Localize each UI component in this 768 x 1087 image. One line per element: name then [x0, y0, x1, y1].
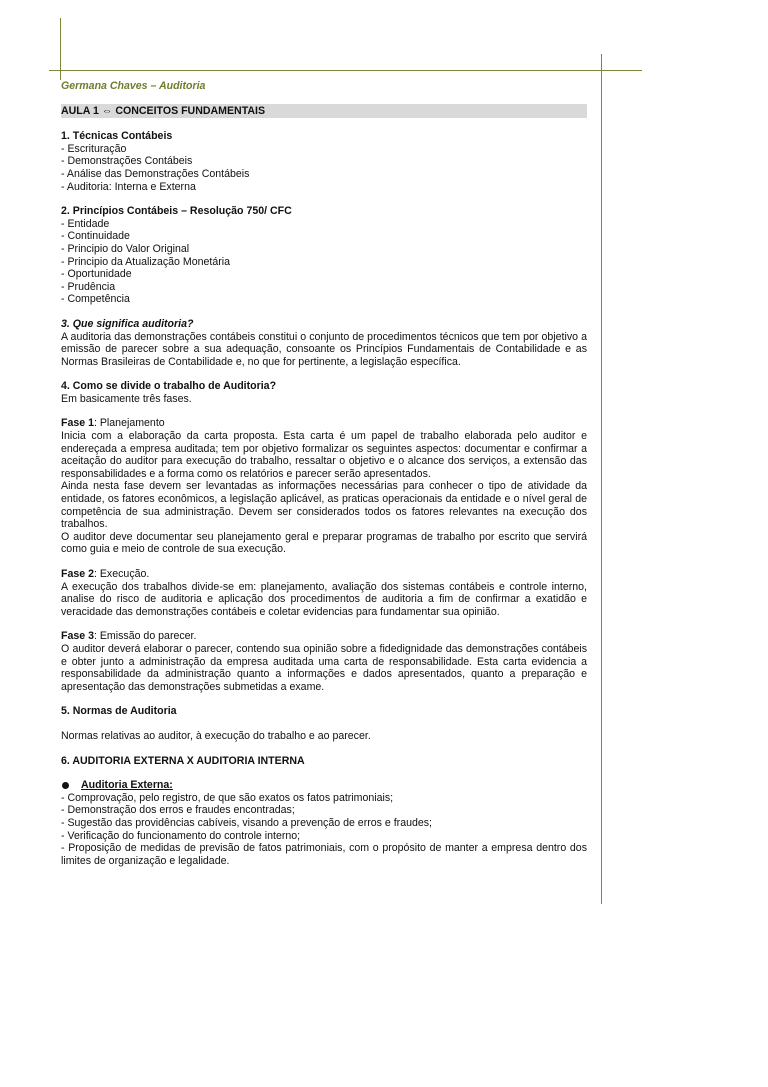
frame-right-line	[601, 54, 602, 904]
section-6-title: 6. AUDITORIA EXTERNA X AUDITORIA INTERNA	[61, 754, 305, 767]
section-6	[61, 755, 587, 868]
list-item: - Comprovação, pelo registro, de que são exatos os fatos patrimoniais;	[61, 791, 394, 804]
fase-2-title: : Execução.	[93, 568, 150, 580]
section-1-title: 1. Técnicas Contábeis	[61, 130, 173, 143]
section-5-title: 5. Normas de Auditoria	[61, 705, 177, 718]
fase-3-heading	[61, 630, 587, 643]
list-item: - Oportunidade	[61, 268, 132, 281]
bullet-label: Auditoria Externa:	[81, 779, 173, 792]
section-4	[61, 380, 587, 405]
section-1	[61, 130, 587, 193]
fase-2	[61, 568, 587, 618]
list-item: - Auditoria: Interna e Externa	[61, 180, 196, 193]
list-item: - Demonstração dos erros e fraudes encontradas;	[61, 804, 295, 817]
list-item: - Verificação do funcionamento do controle interno;	[61, 829, 301, 842]
section-4-intro: Em basicamente três fases.	[61, 392, 192, 405]
list-item: - Prudência	[61, 280, 116, 293]
fase-1-paragraph: Ainda nesta fase devem ser levantadas as informações necessárias para conhecer o tipo de atividade da entidade, os fatores econômicos, a legislação aplicável, as praticas operacionais da entidade e o nível geral de competência de sua administração. Devem ser considerados todos os fatores relevantes na execução dos trabalhos.	[61, 480, 587, 531]
bullet-auditoria-externa	[61, 779, 587, 792]
fase-1-heading	[61, 417, 587, 430]
list-item: - Sugestão das providências cabíveis, visando a prevenção de erros e fraudes;	[61, 816, 432, 829]
list-item: - Entidade	[61, 217, 110, 230]
section-3	[61, 318, 587, 368]
list-item: - Principio do Valor Original	[61, 242, 190, 255]
list-item: - Principio da Atualização Monetária	[61, 255, 231, 268]
section-2	[61, 205, 587, 306]
list-item: - Demonstrações Contábeis	[61, 155, 193, 168]
section-5	[61, 705, 587, 742]
fase-3-title: : Emissão do parecer.	[93, 630, 197, 643]
fase-2-label: Fase 2	[61, 568, 94, 580]
list-item: - Proposição de medidas de previsão de fatos patrimoniais, com o propósito de manter a empresa dentro dos limites de organização e legalidade.	[61, 842, 587, 867]
fase-1-title: : Planejamento	[93, 417, 165, 430]
document-header: Germana Chaves – Auditoria	[61, 80, 206, 92]
fase-1-label: Fase 1	[61, 417, 94, 430]
fase-2-heading	[61, 568, 587, 581]
bullet-icon	[62, 782, 69, 789]
fase-3-label: Fase 3	[61, 630, 94, 643]
section-3-title: 3. Que significa auditoria?	[61, 317, 194, 330]
fase-1-paragraph: Inicia com a elaboração da carta proposta. Esta carta é um papel de trabalho elaborada pelo auditor e endereçada a empresa auditada; tem por objetivo formalizar os seguintes aspectos: documentar e confirmar a aceitação do auditor para execução do trabalho, ressaltar o objetivo e o alcance dos serviços, a extensão das responsabilidades e a forma como os relatórios e parecer serão apresentados.	[61, 430, 587, 480]
section-4-title: 4. Como se divide o trabalho de Auditoria?	[61, 380, 277, 393]
list-item: - Competência	[61, 293, 130, 306]
fase-1	[61, 417, 587, 556]
fase-3-paragraph: O auditor deverá elaborar o parecer, contendo sua opinião sobre a fidedignidade das demonstrações contábeis e obter junto a administração da empresa auditada uma carta de responsabilidade. Esta carta evidencia a responsabilidade da administração quanto a informações e dados apresentados, quanto a preparação e apresentação das demonstrações submetidas a exame.	[61, 642, 587, 693]
section-5-text: Normas relativas ao auditor, à execução do trabalho e ao parecer.	[61, 729, 371, 742]
list-item: - Continuidade	[61, 230, 130, 243]
section-2-title: 2. Princípios Contábeis – Resolução 750/ CFC	[61, 205, 292, 218]
fase-2-paragraph: A execução dos trabalhos divide-se em: planejamento, avaliação dos sistemas contábeis e controle interno, analise do risco de auditoria e aplicação dos procedimentos de auditoria a fim de confirmar a exatidão e veracidade das demonstrações contábeis e coletar evidencias para fundamentar sua opinião.	[61, 580, 587, 618]
fase-1-paragraph: O auditor deve documentar seu planejamento geral e preparar programas de trabalho por escrito que servirá como guia e meio de controle de sua execução.	[61, 530, 587, 556]
frame-top-line	[49, 70, 642, 71]
lesson-title-bar: AULA 1 ⇔ CONCEITOS FUNDAMENTAIS	[61, 104, 587, 119]
fase-3	[61, 630, 587, 693]
section-3-text: A auditoria das demonstrações contábeis constitui o conjunto de procedimentos técnicos que tem por objetivo a emissão de parecer sobre a sua adequação, consoante os Princípios Fundamentais de Contabilidade e as Normas Brasileiras de Contabilidade e, no que for pertinente, a legislação específica.	[61, 330, 587, 368]
document-body	[61, 80, 587, 867]
list-item: - Análise das Demonstrações Contábeis	[61, 167, 250, 180]
list-item: - Escrituração	[61, 142, 127, 155]
